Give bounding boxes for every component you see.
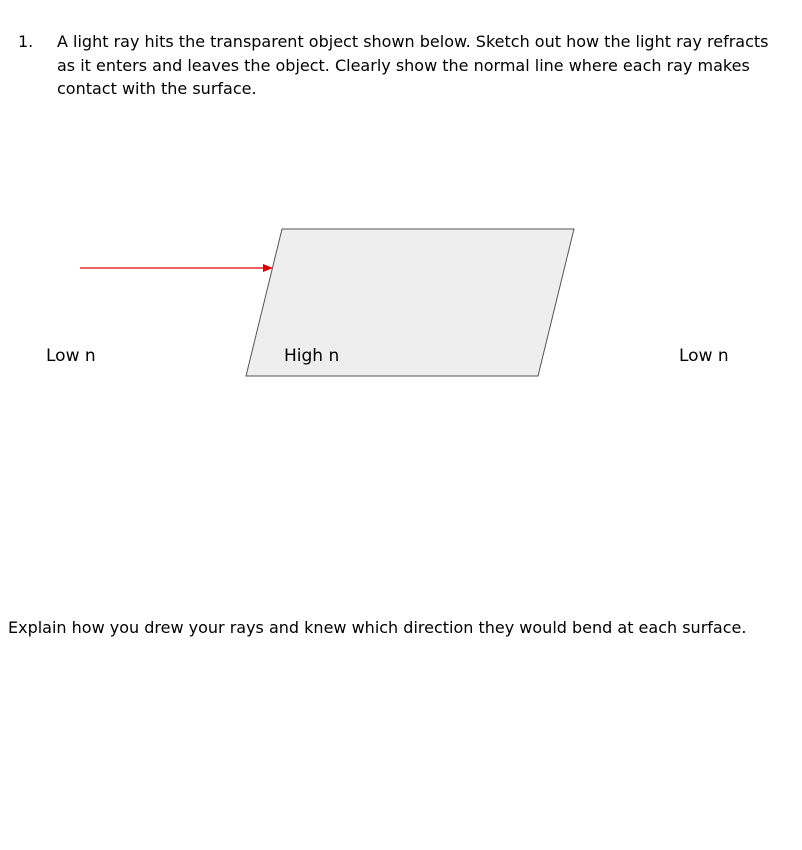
label-low-n-left: Low n <box>46 346 96 366</box>
label-low-n-right: Low n <box>679 346 729 366</box>
question-number: 1. <box>18 32 34 51</box>
explanation-prompt: Explain how you drew your rays and knew which direction they would bend at each surface. <box>8 618 747 637</box>
question-text: A light ray hits the transparent object shown below. Sketch out how the light ray refracts as it enters and leaves the object. Clearly show the normal line where each ray makes contact with the surface. <box>57 32 769 98</box>
label-high-n: High n <box>284 346 340 366</box>
